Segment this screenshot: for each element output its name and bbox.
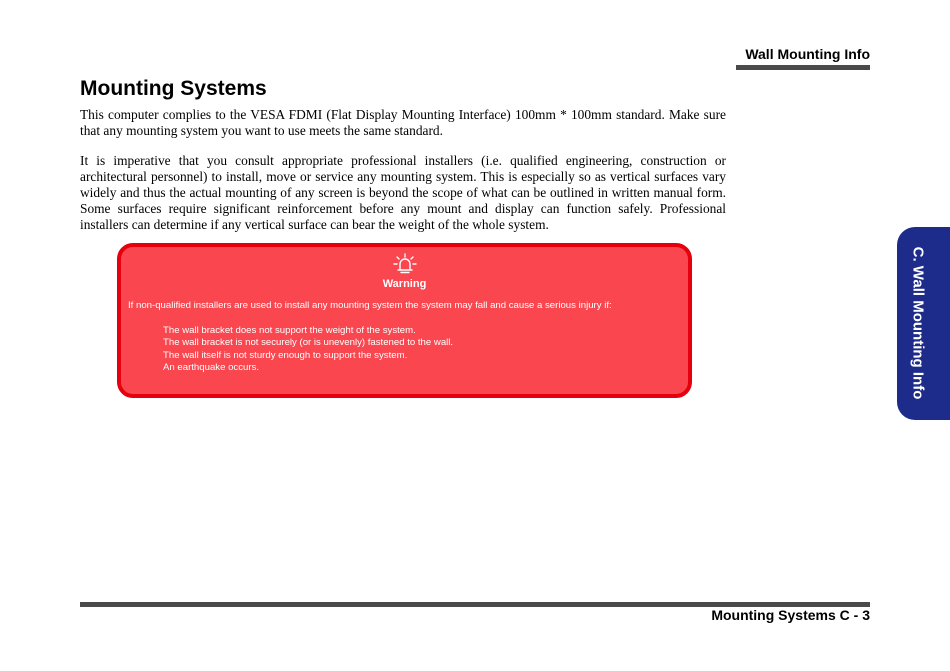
warning-label: Warning: [382, 278, 427, 290]
paragraph-vesa-standard: This computer complies to the VESA FDMI (Flat Display Mounting Interface) 100mm * 100mm standard. Make sure that any mounting system you want to use meets the same standard.: [80, 107, 726, 138]
page-title: Mounting Systems: [80, 77, 267, 100]
footer-page-label: Mounting Systems C - 3: [711, 607, 870, 623]
running-header-title: Wall Mounting Info: [745, 46, 870, 62]
warning-box: [117, 243, 692, 398]
warning-condition-item: An earthquake occurs.: [163, 362, 259, 374]
warning-condition-item: The wall bracket is not securely (or is unevenly) fastened to the wall.: [163, 337, 454, 349]
warning-intro: If non-qualified installers are used to install any mounting system the system may fall and cause a serious injury if:: [128, 300, 612, 311]
alarm-bell-icon: [393, 253, 417, 275]
warning-condition-item: The wall bracket does not support the weight of the system.: [163, 325, 416, 336]
warning-condition-item: The wall itself is not sturdy enough to support the system.: [163, 349, 408, 361]
header-rule: [736, 65, 870, 70]
chapter-side-tab-label: C. Wall Mounting Info: [909, 246, 927, 400]
paragraph-professional-installers: It is imperative that you consult appropriate professional installers (i.e. qualified engineering, construction or architectural personnel) to install, move or service any mounting system. This is especially so as vertical surfaces vary widely and thus the actual mounting of any screen is beyond the scope of what can be outlined in written manual form. Some surfaces require significant reinforcement before any mount and display can function safely. Professional installers can determine if any vertical surface can bear the weight of the whole system.: [80, 153, 726, 232]
warning-conditions-list: [163, 325, 453, 375]
